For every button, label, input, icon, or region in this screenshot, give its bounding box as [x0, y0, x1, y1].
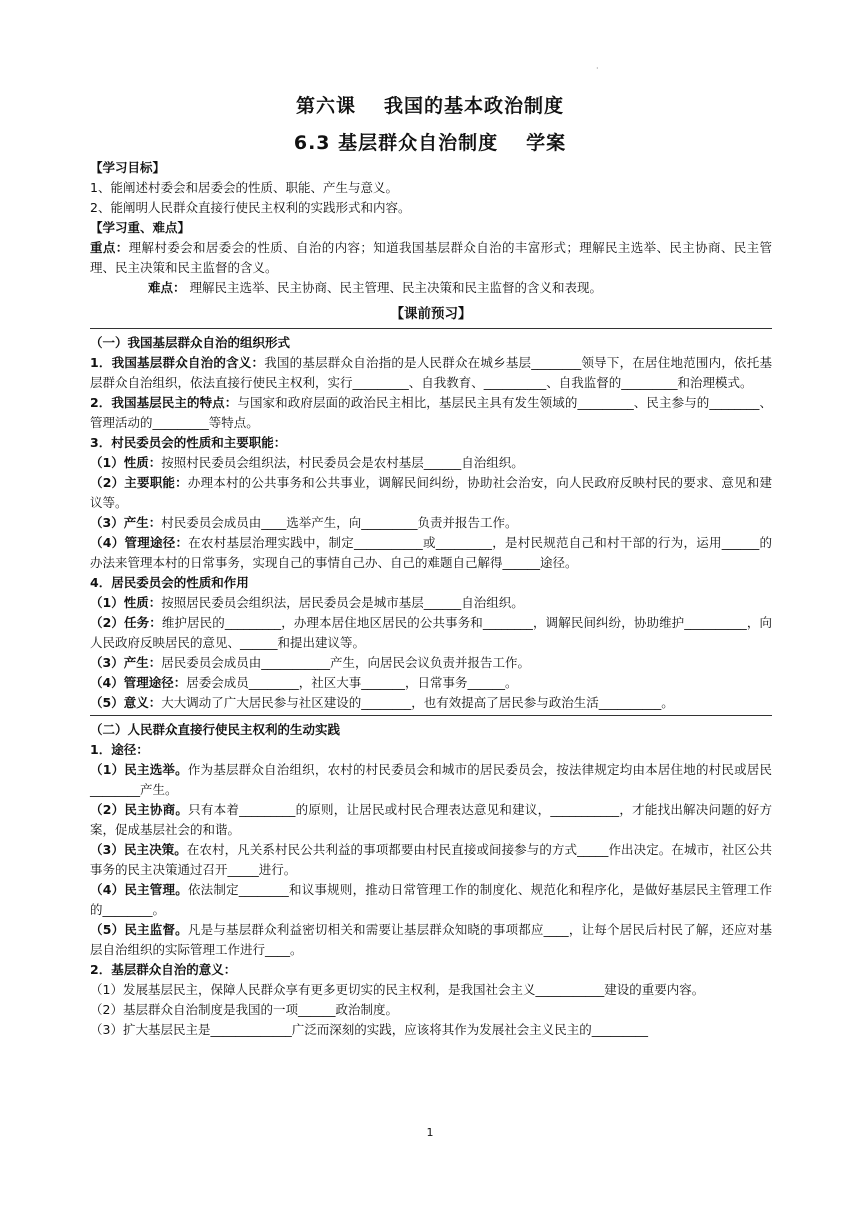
question-text: 村民委员会成员由____选举产生，向_________负责并报告工作。 [161, 515, 518, 530]
question-text: 只有本着_________的原则，让居民或村民合理表达意见和建议，___________，才能找出解决问题的好方案，促成基层社会的和谐。 [90, 802, 772, 837]
lesson-number: 第六课 [295, 95, 356, 117]
question [90, 473, 772, 513]
question [90, 653, 772, 673]
question-title: 4．居民委员会的性质和作用 [90, 575, 249, 590]
key-point [90, 238, 772, 278]
part2-title: （二）人民群众直接行使民主权利的生动实践 [90, 722, 341, 737]
question-text: 办理本村的公共事务和公共事业，调解民间纠纷，协助社会治安，向人民政府反映村民的要求、意见和建议等。 [90, 475, 772, 510]
question-text: 作为基层群众自治组织，农村的村民委员会和城市的居民委员会，按法律规定均由本居住地的村民或居民________产生。 [90, 762, 772, 797]
question-label: （1）性质： [90, 455, 162, 470]
question-text: 凡是与基层群众利益密切相关和需要让基层群众知晓的事项都应____，让每个居民后村民了解，还应对基层自治组织的实际管理工作进行____。 [90, 922, 772, 957]
question-title: 3．村民委员会的性质和主要职能： [90, 435, 287, 450]
question-text: （3）扩大基层民主是_____________广泛而深刻的实践，应该将其作为发展社会主义民主的_________ [90, 1022, 648, 1037]
section-divider [90, 328, 772, 329]
question [90, 840, 772, 880]
difficult-point-label: 难点： [148, 280, 186, 295]
question-label: （5）意义： [90, 695, 162, 710]
question-title: 1．途径： [90, 742, 149, 757]
question [90, 353, 772, 393]
question-label: （3）产生： [90, 515, 162, 530]
question-text: 在农村，凡关系村民公共利益的事项都要由村民直接或间接参与的方式_____作出决定。在城市，社区公共事务的民主决策通过召开_____进行。 [90, 842, 772, 877]
difficult-point-text: 理解民主选举、民主协商、民主管理、民主决策和民主监督的含义和表现。 [185, 280, 602, 295]
goals-heading: 【学习目标】 [90, 160, 166, 175]
question-label: （2）主要职能： [90, 475, 188, 490]
question [90, 593, 772, 613]
question-text: 我国的基层群众自治指的是人民群众在城乡基层________领导下，在居住地范围内，依托基层群众自治组织，依法直接行使民主权利，实行_________、自我教育、__________、自我监督的_________和治理模式。 [90, 355, 772, 390]
question-text: 居委会成员________，社区大事_______，日常事务______。 [186, 675, 518, 690]
question [90, 393, 772, 433]
question-label: （4）管理途径： [90, 675, 187, 690]
section-suffix: 学案 [526, 132, 567, 154]
question [90, 673, 772, 693]
question [90, 613, 772, 653]
question-text: 按照村民委员会组织法，村民委员会是农村基层______自治组织。 [161, 455, 524, 470]
question-text: 在农村基层治理实践中，制定___________或_________，是村民规范自己和村干部的行为，运用______的办法来管理本村的日常事务，实现自己的事情自己办、自己的难题自己解得______途径。 [90, 535, 772, 570]
question-label: 2．我国基层民主的特点： [90, 395, 238, 410]
page-number: 1 [426, 1126, 434, 1139]
question-label: （5）民主监督。 [90, 922, 188, 937]
part1-title: （一）我国基层群众自治的组织形式 [90, 335, 291, 350]
goal-item: 2、能阐明人民群众直接行使民主权利的实践形式和内容。 [90, 200, 411, 215]
question-label: （3）产生： [90, 655, 162, 670]
question-label: 1．我国基层群众自治的含义： [90, 355, 265, 370]
question [90, 513, 772, 533]
section-divider [90, 715, 772, 716]
question-text: 大大调动了广大居民参与社区建设的________，也有效提高了居民参与政治生活__________。 [161, 695, 674, 710]
question [90, 880, 772, 920]
question-text: 与国家和政府层面的政治民主相比，基层民主具有发生领域的_________、民主参与的________、管理活动的_________等特点。 [90, 395, 772, 430]
question-label: （2）任务： [90, 615, 162, 630]
goal-item: 1、能阐述村委会和居委会的性质、职能、产生与意义。 [90, 180, 398, 195]
question [90, 920, 772, 960]
question [90, 453, 772, 473]
lesson-name: 我国的基本政治制度 [384, 95, 565, 117]
key-point-text: 理解村委会和居委会的性质、自治的内容；知道我国基层群众自治的丰富形式；理解民主选举、民主协商、民主管理、民主决策和民主监督的含义。 [90, 240, 772, 275]
question-text: 依法制定________和议事规则，推动日常管理工作的制度化、规范化和程序化，是做好基层民主管理工作的________。 [90, 882, 772, 917]
question-label: （1）性质： [90, 595, 162, 610]
question [90, 533, 772, 573]
question [90, 800, 772, 840]
preview-heading: 【课前预习】 [390, 306, 472, 322]
question [90, 693, 772, 713]
question-text: 按照居民委员会组织法，居民委员会是城市基层______自治组织。 [161, 595, 524, 610]
key-point-label: 重点： [90, 240, 129, 255]
question [90, 760, 772, 800]
section-name: 6.3 基层群众自治制度 [293, 132, 499, 154]
question-label: （4）管理途径： [90, 535, 189, 550]
question-title: 2．基层群众自治的意义： [90, 962, 237, 977]
question-text: （2）基层群众自治制度是我国的一项______政治制度。 [90, 1002, 398, 1017]
question-text: 居民委员会成员由___________产生，向居民会议负责并报告工作。 [161, 655, 530, 670]
document-body [90, 158, 772, 1040]
question-label: （3）民主决策。 [90, 842, 187, 857]
section-title [0, 128, 860, 155]
question-text: （1）发展基层民主，保障人民群众享有更多更切实的民主权利，是我国社会主义___________建设的重要内容。 [90, 982, 705, 997]
corner-dot: · [596, 64, 599, 73]
lesson-title [0, 91, 860, 118]
question-label: （1）民主选举。 [90, 762, 188, 777]
question-text: 维护居民的_________，办理本居住地区居民的公共事务和________，调解民间纠纷，协助维护__________，向人民政府反映居民的意见、______和提出建议等。 [90, 615, 772, 650]
keypoints-heading: 【学习重、难点】 [90, 220, 191, 235]
question-label: （2）民主协商。 [90, 802, 189, 817]
difficult-point [90, 278, 772, 298]
question-label: （4）民主管理。 [90, 882, 188, 897]
